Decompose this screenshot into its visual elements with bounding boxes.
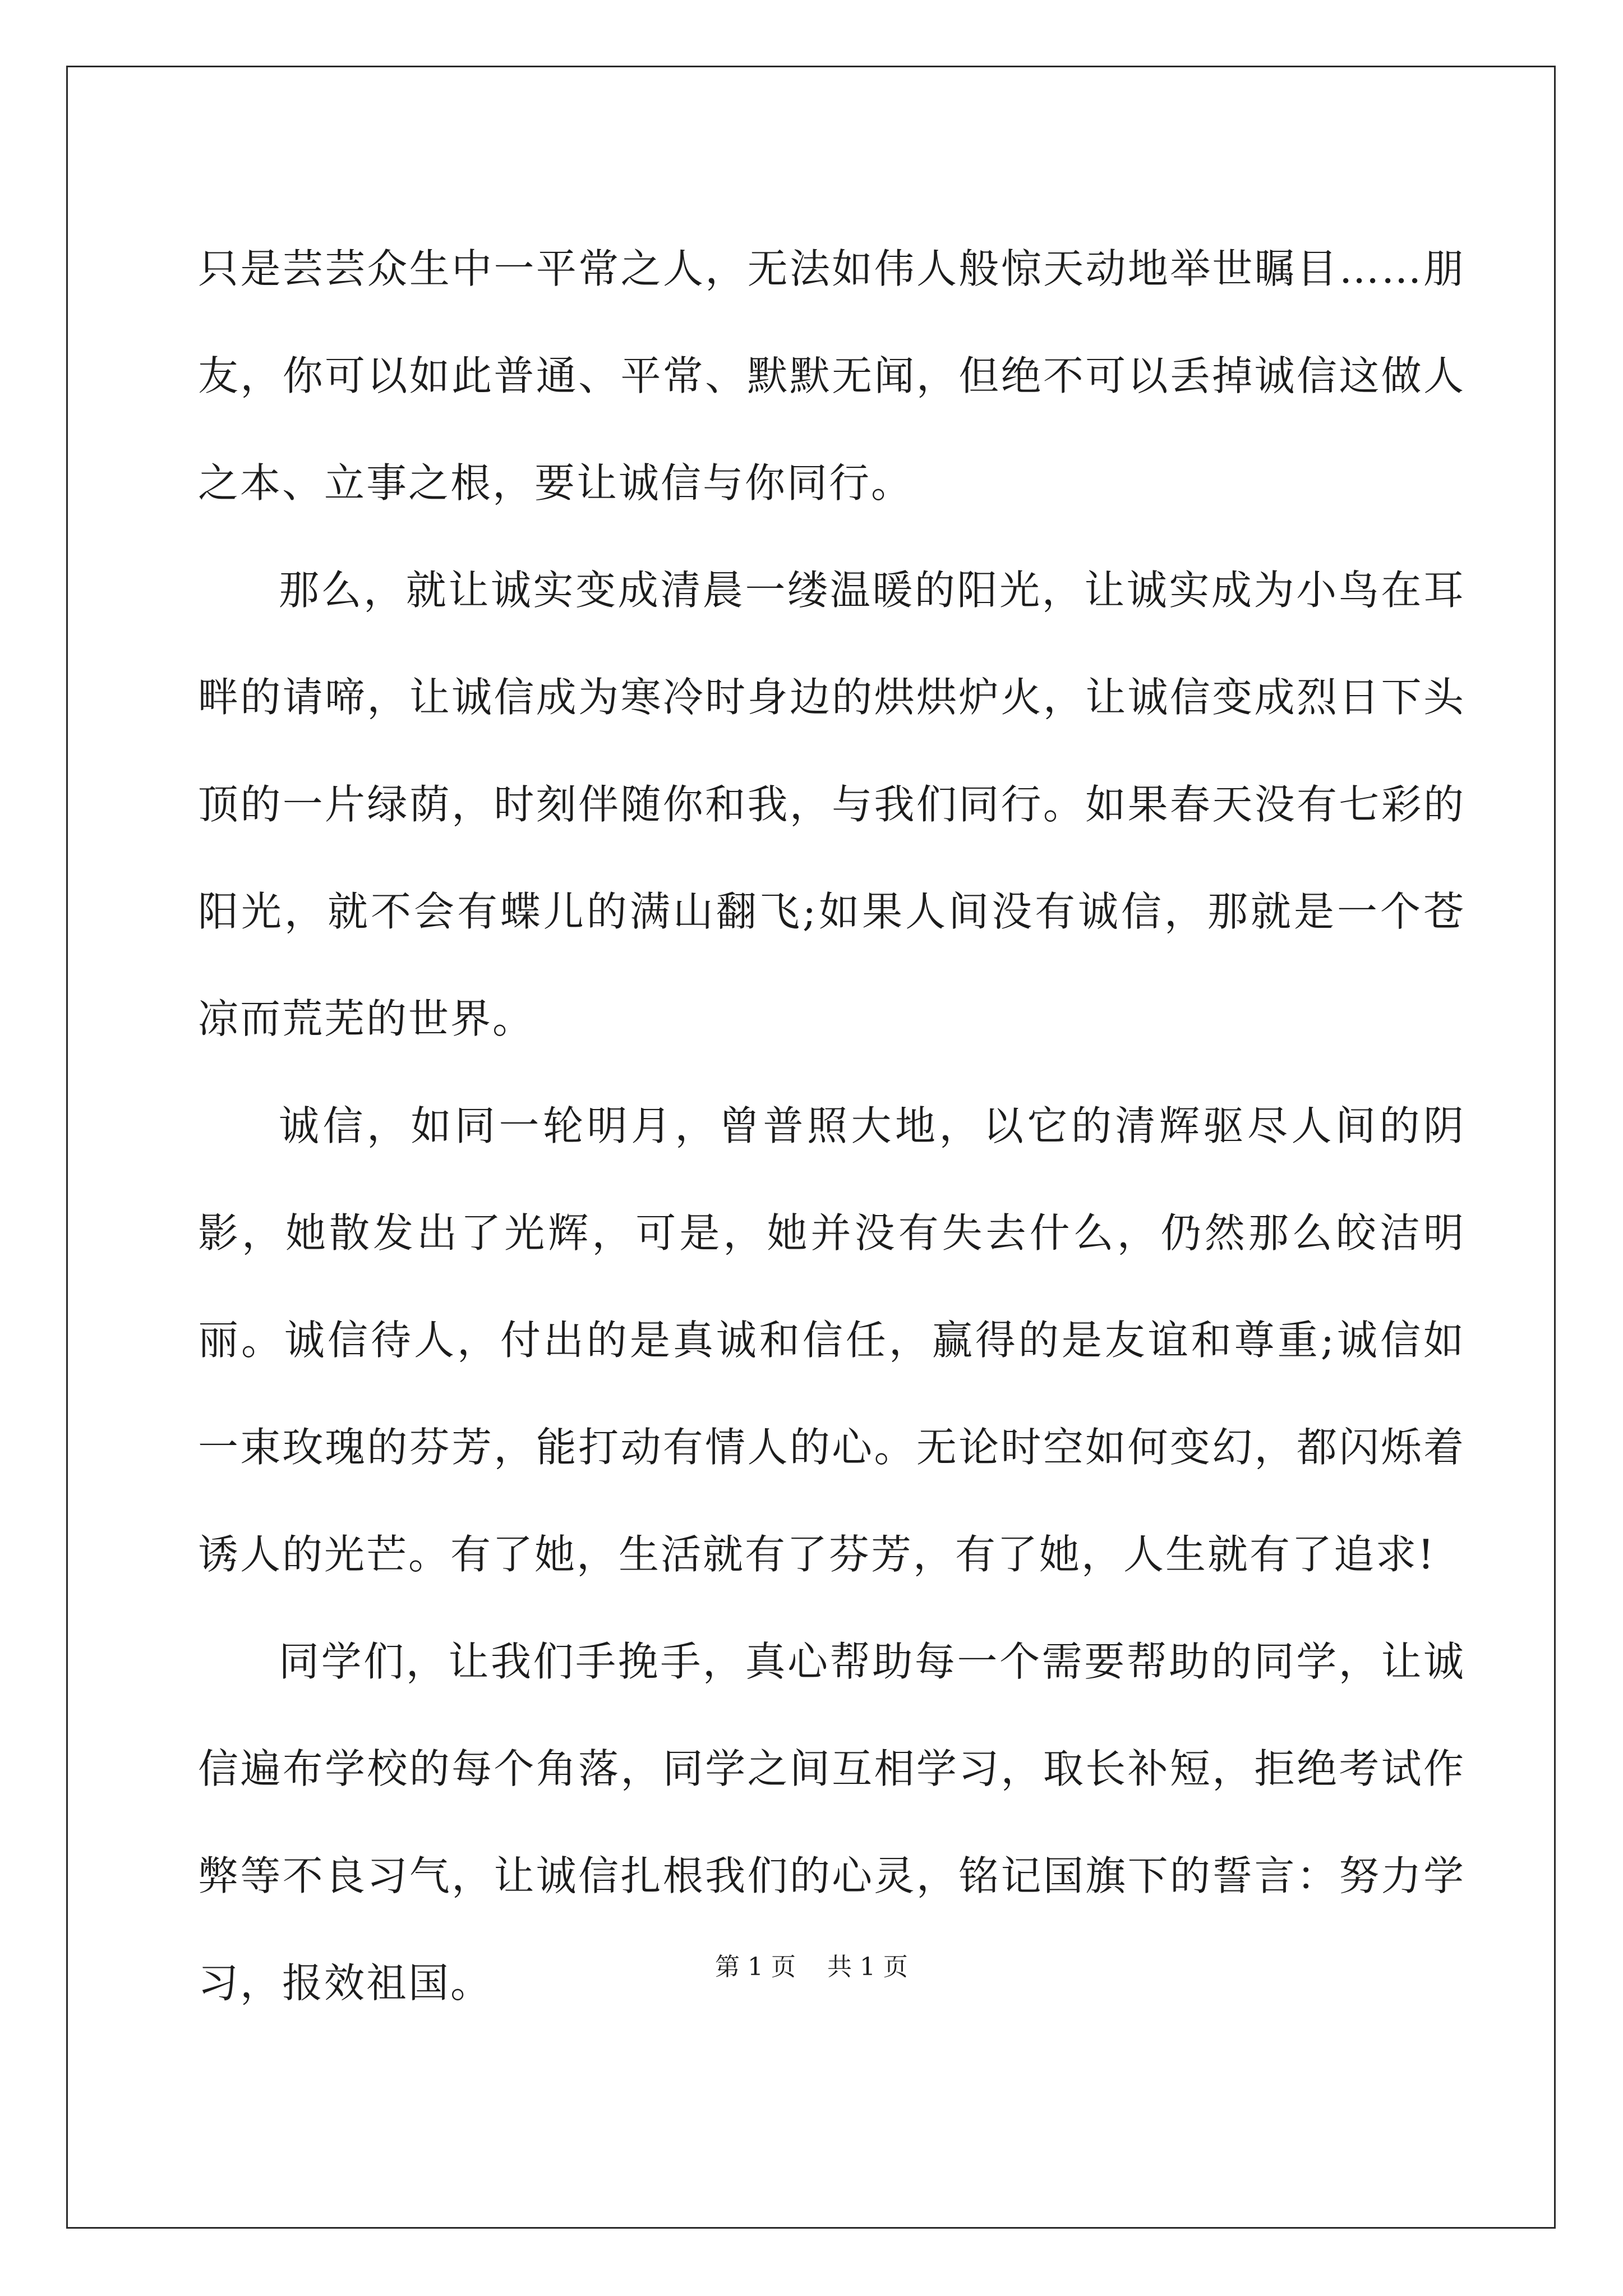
- paragraph-2: 那么，就让诚实变成清晨一缕温暖的阳光，让诚实成为小鸟在耳畔的请啼，让诚信成为寒冷时身边的烘烘炉火，让诚信变成烈日下头顶的一片绿荫，时刻伴随你和我，与我们同行。如果春天没有七彩的阳光，就不会有蝶儿的满山翻飞;如果人间没有诚信，那就是一个苍凉而荒芜的世界。: [198, 567, 1465, 1042]
- paragraph-4: 同学们，让我们手挽手，真心帮助每一个需要帮助的同学，让诚信遍布学校的每个角落，同学之间互相学习，取长补短，拒绝考试作弊等不良习气，让诚信扎根我们的心灵，铭记国旗下的誓言：努力学习，报效祖国。: [198, 1638, 1465, 2007]
- document-body: [198, 215, 1465, 2037]
- paragraph-3: 诚信，如同一轮明月，曾普照大地，以它的清辉驱尽人间的阴影，她散发出了光辉，可是，她并没有失去什么，仍然那么皎洁明丽。诚信待人，付出的是真诚和信任，赢得的是友谊和尊重;诚信如一束玫瑰的芬芳，能打动有情人的心。无论时空如何变幻，都闪烁着诱人的光芒。有了她，生活就有了芬芳，有了她，人生就有了追求!: [198, 1102, 1465, 1578]
- paragraph-1: 只是芸芸众生中一平常之人，无法如伟人般惊天动地举世瞩目……朋友，你可以如此普通、平常、默默无闻，但绝不可以丢掉诚信这做人之本、立事之根，要让诚信与你同行。: [198, 245, 1465, 507]
- page-number-footer: 第 1 页 共 1 页: [715, 1953, 908, 1981]
